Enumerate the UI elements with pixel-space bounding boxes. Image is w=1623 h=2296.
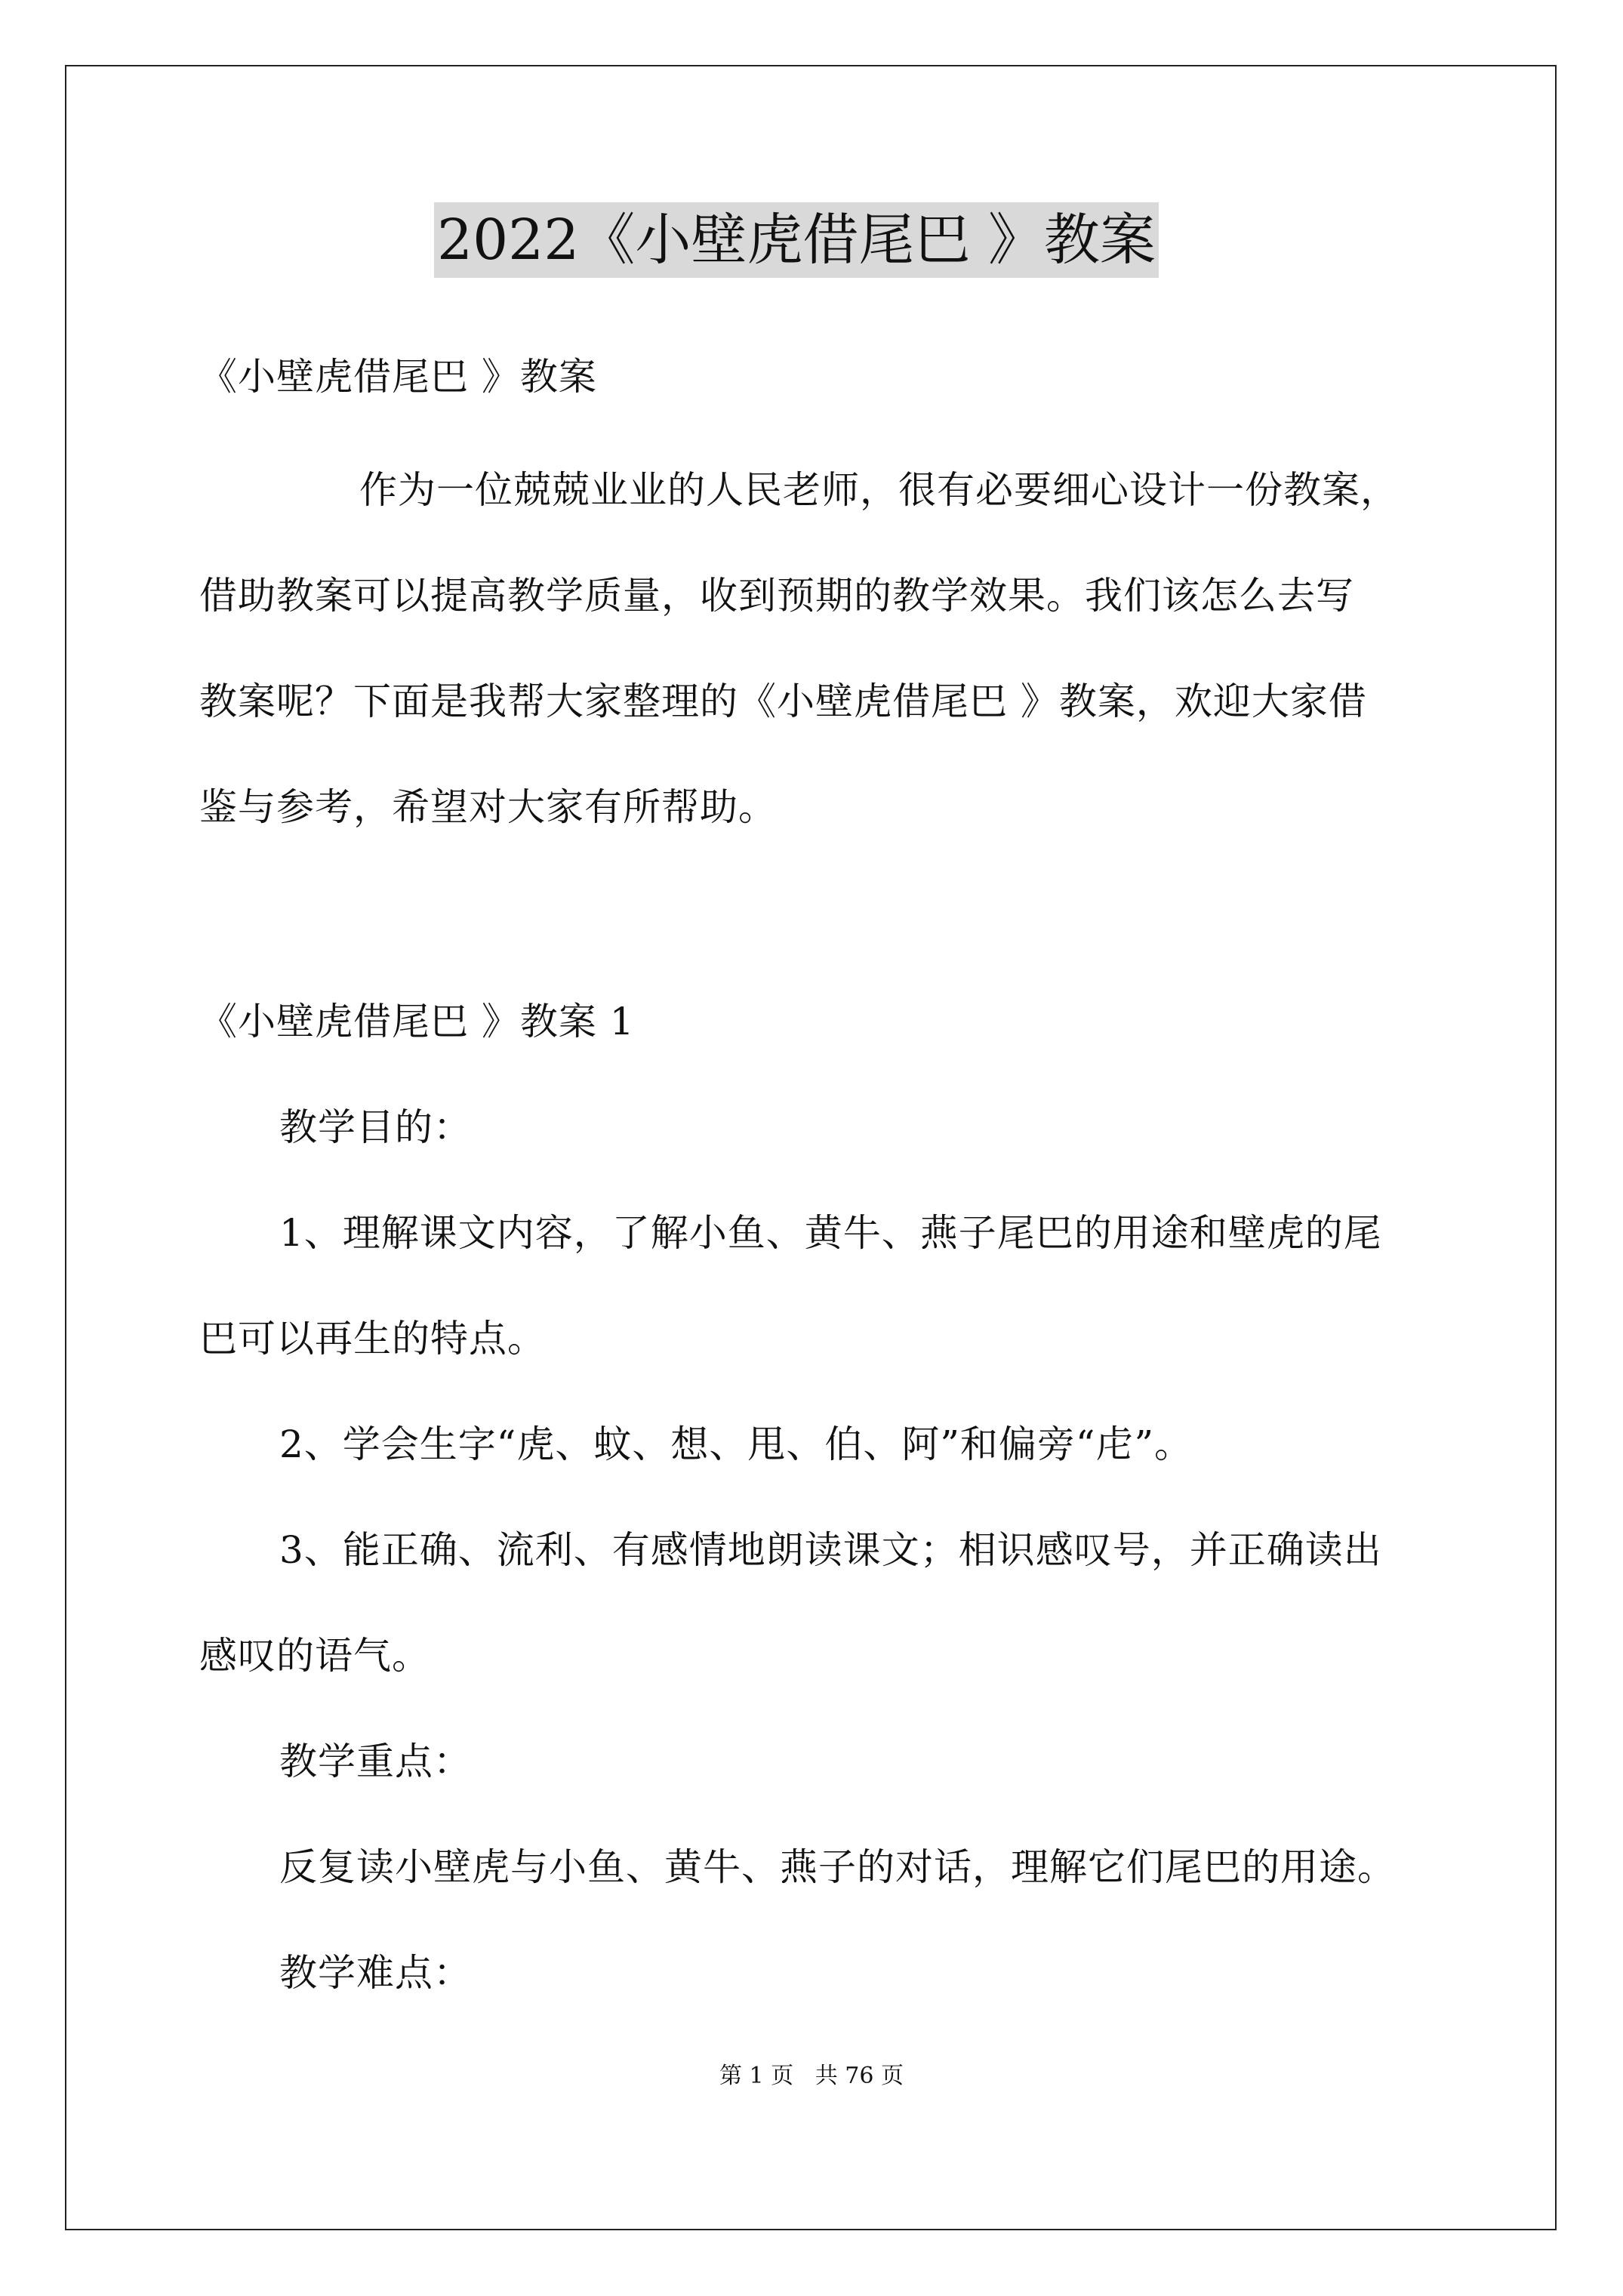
document-subtitle: 《小壁虎借尾巴 》教案 <box>199 355 597 399</box>
section-heading: 《小壁虎借尾巴 》教案 1 <box>199 1000 635 1043</box>
difficulties-label: 教学难点： <box>279 1951 472 1995</box>
intro-line-4: 鉴与参考，希望对大家有所帮助。 <box>199 785 777 829</box>
goal-3-line-2: 感叹的语气。 <box>199 1634 430 1678</box>
goal-1-line-1: 1、理解课文内容，了解小鱼、黄牛、燕子尾巴的用途和壁虎的尾 <box>279 1211 1382 1255</box>
intro-line-3: 教案呢？下面是我帮大家整理的《小壁虎借尾巴 》教案，欢迎大家借 <box>199 680 1367 723</box>
page-footer: 第 1 页 共 76 页 <box>719 2063 904 2089</box>
key-points-label: 教学重点： <box>279 1740 472 1783</box>
goals-label: 教学目的： <box>279 1105 472 1149</box>
intro-line-2: 借助教案可以提高教学质量，收到预期的教学效果。我们该怎么去写 <box>199 574 1354 618</box>
document-title: 2022《小壁虎借尾巴 》教案 <box>434 202 1159 278</box>
goal-1-line-2: 巴可以再生的特点。 <box>199 1317 546 1361</box>
intro-line-1: 作为一位兢兢业业的人民老师，很有必要细心设计一份教案， <box>359 468 1399 512</box>
goal-2: 2、学会生字“虎、蚊、想、甩、伯、阿”和偏旁“虍”。 <box>279 1422 1193 1466</box>
key-points-text: 反复读小壁虎与小鱼、黄牛、燕子的对话，理解它们尾巴的用途。 <box>279 1845 1396 1889</box>
goal-3-line-1: 3、能正确、流利、有感情地朗读课文；相识感叹号，并正确读出 <box>279 1528 1382 1572</box>
